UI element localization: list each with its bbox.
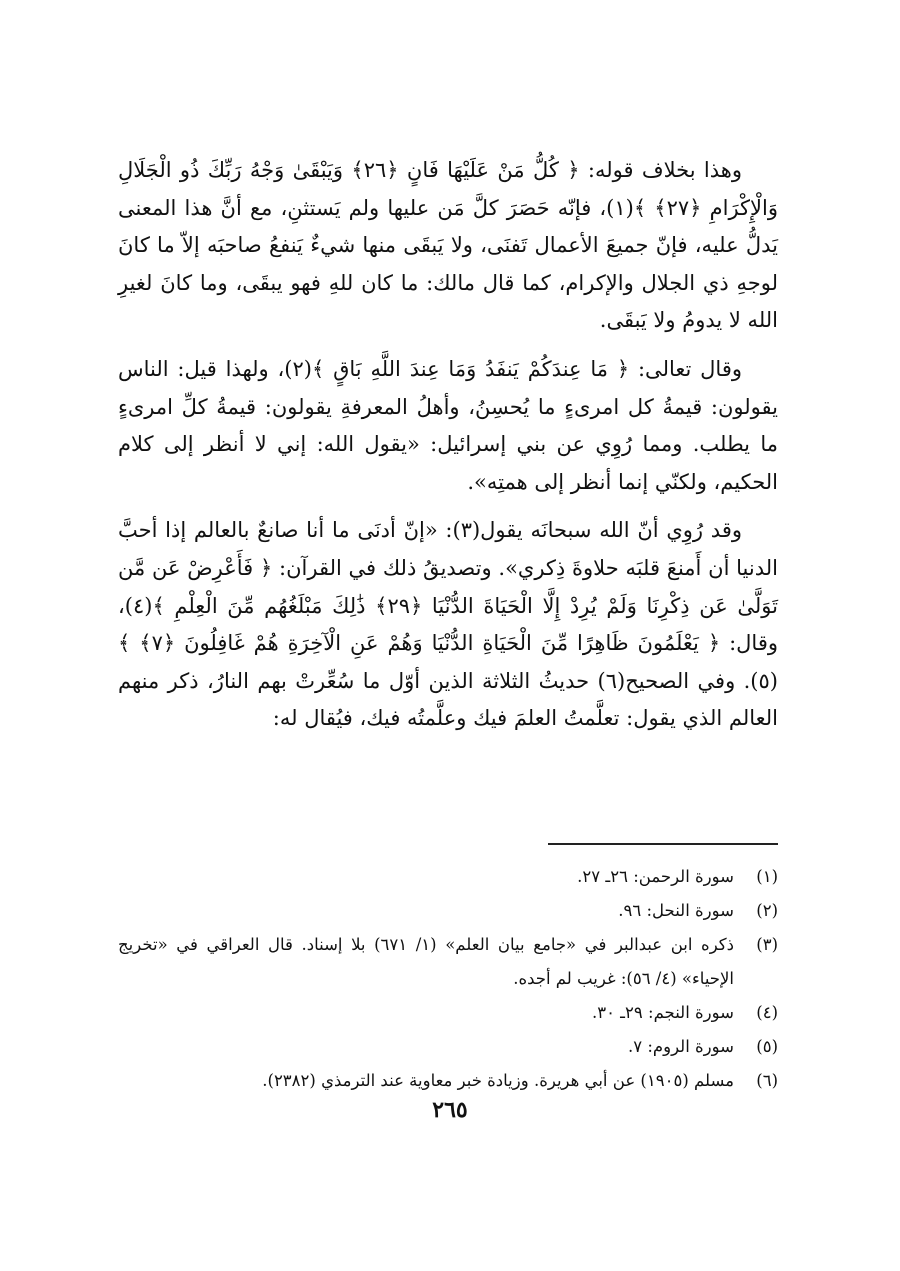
footnote-text: مسلم (١٩٠٥) عن أبي هريرة. وزيادة خبر معاوية عند الترمذي (٢٣٨٢).: [262, 1071, 734, 1090]
footnote-text: ذكره ابن عبدالبر في «جامع بيان العلم» (١/ ٦٧١) بلا إسناد. قال العراقي في «تخريج الإحياء» (٤/ ٥٦): غريب لم أجده.: [118, 935, 734, 988]
footnote-text: سورة الروم: ٧.: [627, 1037, 734, 1056]
footnote-number: (١): [756, 867, 778, 886]
footnote-divider: [548, 843, 778, 845]
footnote-number: (٥): [756, 1037, 778, 1056]
paragraph-2: وقال تعالى: ﴿ مَا عِندَكُمْ يَنفَدُ وَمَا عِندَ اللَّهِ بَاقٍ ﴾(٢)، ولهذا قيل: الناس يقولون: قيمةُ كل امرىءٍ ما يُحسِنُ، وأهلُ المعرفةِ يقولون: قيمةُ كلِّ امرىءٍ ما يطلب. ومما رُوِي عن بني إسرائيل: «يقول الله: إني لا أنظر إلى كلام الحكيم، ولكنّي إنما أنظر إلى همتِه».: [118, 356, 778, 494]
footnote-number: (٦): [756, 1071, 778, 1090]
page-number: ٢٦٥: [432, 1097, 468, 1123]
footnote-text: سورة النحل: ٩٦.: [618, 901, 734, 920]
footnote-3: [118, 928, 778, 996]
paragraph-3: وقد رُوِي أنّ الله سبحانَه يقول(٣): «إنّ أدنَى ما أنا صانعٌ بالعالم إذا أحبَّ الدنيا أن أَمنعَ قلبَه حلاوةَ ذِكري». وتصديقُ ذلك في القرآن: ﴿ فَأَعْرِضْ عَن مَّن تَوَلَّىٰ عَن ذِكْرِنَا وَلَمْ يُرِدْ إِلَّا الْحَيَاةَ الدُّنْيَا ﴿٢٩﴾ ذَٰلِكَ مَبْلَغُهُم مِّنَ الْعِلْمِ ﴾(٤)، وقال: ﴿ يَعْلَمُونَ ظَاهِرًا مِّنَ الْحَيَاةِ الدُّنْيَا وَهُمْ عَنِ الْآخِرَةِ هُمْ غَافِلُونَ ﴿٧﴾ ﴾(٥). وفي الصحيح(٦) حديثُ الثلاثة الذين أوّل ما سُعِّرتْ بهم النارُ، ذكر منهم العالم الذي يقول: تعلَّمتُ العلمَ فيك وعلَّمتُه فيك، فيُقال له:: [118, 518, 778, 731]
footnote-1: [118, 860, 778, 894]
footnote-4: [118, 996, 778, 1030]
footnote-text: سورة النجم: ٢٩ـ ٣٠.: [591, 1003, 734, 1022]
main-text: [118, 152, 778, 749]
footnote-2: [118, 894, 778, 928]
footnote-number: (٤): [756, 1003, 778, 1022]
footnote-text: سورة الرحمن: ٢٦ـ ٢٧.: [577, 867, 734, 886]
footnote-number: (٢): [756, 901, 778, 920]
footnotes: [118, 860, 778, 1098]
footnote-number: (٣): [756, 935, 778, 954]
paragraph-1: وهذا بخلاف قوله: ﴿ كُلُّ مَنْ عَلَيْهَا فَانٍ ﴿٢٦﴾ وَيَبْقَىٰ وَجْهُ رَبِّكَ ذُو الْجَلَالِ وَالْإِكْرَامِ ﴿٢٧﴾ ﴾(١)، فإنّه حَصَرَ كلَّ مَن عليها ولم يَستثنِ، مع أنَّ هذا المعنى يَدلُّ عليه، فإنّ جميعَ الأعمال تَفنَى، ولا يَبقَى منها شيءٌ يَنفعُ صاحبَه إلاّ ما كانَ لوجهِ ذي الجلال والإكرام، كما قال مالك: ما كان للهِ فهو يبقَى، وما كانَ لغيرِ الله لا يدومُ ولا يَبقَى.: [118, 158, 778, 333]
footnote-5: [118, 1030, 778, 1064]
footnote-6: [118, 1064, 778, 1098]
